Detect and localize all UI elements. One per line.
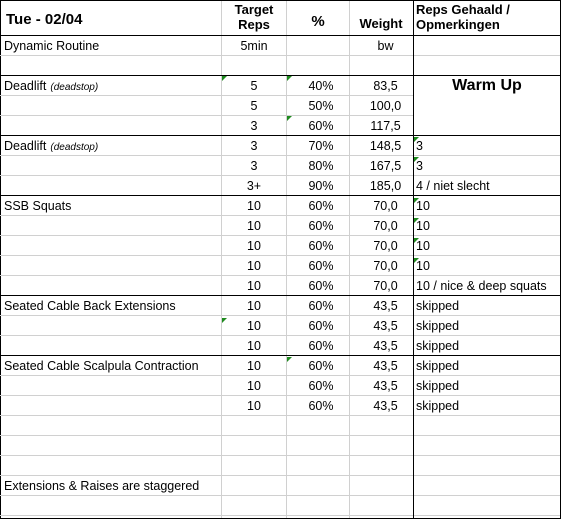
result-cell[interactable]: skipped <box>416 379 460 393</box>
reps-cell[interactable] <box>222 496 286 516</box>
reps-cell[interactable] <box>222 416 286 436</box>
percent-cell[interactable]: 50% <box>308 99 334 113</box>
weight-cell[interactable]: 185,0 <box>369 179 402 193</box>
result-cell[interactable] <box>416 116 560 136</box>
weight-cell[interactable]: 43,5 <box>373 399 398 413</box>
weight-cell[interactable] <box>350 416 413 436</box>
grid-line <box>0 315 413 316</box>
percent-cell[interactable]: 60% <box>308 199 334 213</box>
result-cell[interactable]: 3 <box>416 159 423 173</box>
result-cell[interactable]: 10 <box>416 259 430 273</box>
header-date[interactable]: Tue - 02/04 <box>6 11 83 28</box>
grid-line <box>0 35 561 36</box>
exercise-cell[interactable] <box>4 416 220 436</box>
exercise-cell[interactable] <box>4 76 220 96</box>
grid-line <box>0 435 413 436</box>
grid-line <box>414 395 560 396</box>
reps-cell[interactable]: 5min <box>240 39 268 53</box>
reps-cell[interactable]: 10 <box>247 239 261 253</box>
weight-cell[interactable]: 43,5 <box>373 299 398 313</box>
exercise-cell[interactable] <box>4 116 220 136</box>
reps-cell[interactable]: 10 <box>247 219 261 233</box>
exercise-name: Seated Cable Scalpula Contraction <box>4 359 199 373</box>
reps-cell[interactable] <box>222 456 286 476</box>
reps-cell[interactable]: 3+ <box>246 179 262 193</box>
grid-line <box>349 0 350 519</box>
exercise-cell[interactable] <box>4 276 220 296</box>
exercise-cell[interactable] <box>4 356 220 376</box>
exercise-cell[interactable] <box>4 376 220 396</box>
exercise-cell[interactable] <box>4 396 220 416</box>
percent-cell[interactable]: 60% <box>308 219 334 233</box>
grid-line <box>0 155 413 156</box>
reps-cell[interactable] <box>222 56 286 76</box>
result-cell[interactable]: 10 <box>416 219 430 233</box>
header-target-reps-line2: Reps <box>238 17 270 32</box>
reps-cell[interactable]: 5 <box>250 99 258 113</box>
weight-cell[interactable]: 43,5 <box>373 339 398 353</box>
percent-cell[interactable] <box>287 476 349 496</box>
percent-cell[interactable]: 60% <box>308 339 334 353</box>
reps-cell[interactable]: 10 <box>247 199 261 213</box>
comment-marker-icon <box>287 357 292 362</box>
exercise-cell[interactable] <box>4 156 220 176</box>
percent-cell[interactable] <box>287 456 349 476</box>
exercise-cell[interactable] <box>4 56 220 76</box>
grid-line <box>0 395 413 396</box>
grid-line <box>0 495 413 496</box>
comment-marker-icon <box>222 318 227 323</box>
result-cell[interactable]: 4 / niet slecht <box>416 179 490 193</box>
result-cell[interactable]: 10 / nice & deep squats <box>416 279 547 293</box>
grid-line <box>0 135 561 136</box>
header-notes-line1: Reps Gehaald / <box>416 2 510 17</box>
percent-cell[interactable]: 60% <box>308 299 334 313</box>
grid-line <box>414 215 560 216</box>
grid-line <box>414 255 560 256</box>
grid-line <box>0 0 1 519</box>
exercise-cell[interactable] <box>4 336 220 356</box>
exercise-cell[interactable] <box>4 496 220 516</box>
weight-cell[interactable]: 43,5 <box>373 359 398 373</box>
reps-cell[interactable]: 3 <box>250 119 258 133</box>
exercise-name: Seated Cable Back Extensions <box>4 299 176 313</box>
reps-cell[interactable]: 10 <box>247 299 261 313</box>
comment-marker-icon <box>287 116 292 121</box>
weight-cell[interactable]: 70,0 <box>373 259 398 273</box>
percent-cell[interactable] <box>287 436 349 456</box>
grid-line <box>0 75 561 76</box>
reps-cell[interactable]: 10 <box>247 379 261 393</box>
result-cell[interactable] <box>416 456 560 476</box>
result-cell[interactable] <box>416 416 560 436</box>
result-cell[interactable]: skipped <box>416 339 460 353</box>
reps-cell[interactable]: 10 <box>247 259 261 273</box>
grid-line <box>0 335 413 336</box>
result-cell[interactable]: skipped <box>416 319 460 333</box>
exercise-cell[interactable] <box>4 296 220 316</box>
weight-cell[interactable]: 100,0 <box>369 99 402 113</box>
percent-cell[interactable]: 60% <box>308 119 334 133</box>
grid-line <box>0 55 413 56</box>
exercise-name: Deadlift <box>4 79 47 93</box>
percent-cell[interactable] <box>287 56 349 76</box>
exercise-cell[interactable] <box>4 176 220 196</box>
percent-cell[interactable]: 60% <box>308 279 334 293</box>
grid-line <box>414 55 560 56</box>
grid-line <box>0 475 413 476</box>
weight-cell[interactable] <box>350 496 413 516</box>
percent-cell[interactable]: 70% <box>308 139 334 153</box>
weight-cell[interactable]: 43,5 <box>373 379 398 393</box>
result-cell[interactable] <box>416 56 560 76</box>
grid-line <box>414 415 560 416</box>
grid-line <box>414 435 560 436</box>
exercise-cell[interactable] <box>4 36 220 56</box>
exercise-name: SSB Squats <box>4 199 72 213</box>
grid-line <box>414 495 560 496</box>
weight-cell[interactable]: 83,5 <box>373 79 398 93</box>
weight-cell[interactable]: 117,5 <box>370 119 401 133</box>
weight-cell[interactable]: bw <box>377 39 394 53</box>
grid-line <box>0 0 561 1</box>
percent-cell[interactable]: 60% <box>308 319 334 333</box>
reps-cell[interactable] <box>222 436 286 456</box>
percent-cell[interactable]: 40% <box>308 79 334 93</box>
weight-cell[interactable]: 148,5 <box>369 139 402 153</box>
percent-cell[interactable]: 60% <box>308 379 334 393</box>
result-cell[interactable] <box>416 96 560 116</box>
grid-line <box>0 235 413 236</box>
grid-line <box>0 515 413 516</box>
reps-cell[interactable]: 10 <box>247 359 261 373</box>
grid-line <box>0 295 561 296</box>
weight-cell[interactable] <box>350 56 413 76</box>
grid-line <box>0 455 413 456</box>
grid-line <box>0 215 413 216</box>
grid-line <box>414 155 560 156</box>
header-target-reps[interactable] <box>222 0 286 36</box>
comment-marker-icon <box>414 238 419 243</box>
reps-cell[interactable]: 10 <box>247 399 261 413</box>
grid-line <box>414 515 560 516</box>
exercise-cell[interactable] <box>4 236 220 256</box>
exercise-cell[interactable] <box>4 216 220 236</box>
grid-line <box>0 275 413 276</box>
result-cell[interactable] <box>416 436 560 456</box>
reps-cell[interactable]: 10 <box>247 339 261 353</box>
result-cell[interactable]: 10 <box>416 199 430 213</box>
reps-cell[interactable] <box>222 476 286 496</box>
percent-cell[interactable]: 60% <box>308 359 334 373</box>
grid-line <box>414 315 560 316</box>
exercise-name: Dynamic Routine <box>4 39 100 53</box>
percent-cell[interactable] <box>287 36 349 56</box>
exercise-cell[interactable] <box>4 456 220 476</box>
exercise-cell[interactable] <box>4 196 220 216</box>
exercise-cell[interactable] <box>4 436 220 456</box>
weight-cell[interactable]: 70,0 <box>373 239 398 253</box>
exercise-cell[interactable] <box>4 316 220 336</box>
exercise-cell[interactable] <box>4 136 220 156</box>
header-notes-line2: Opmerkingen <box>416 17 500 32</box>
reps-cell[interactable]: 3 <box>250 159 258 173</box>
grid-line <box>0 355 561 356</box>
exercise-note: (deadstop) <box>50 142 99 153</box>
percent-cell[interactable]: 60% <box>308 259 334 273</box>
comment-marker-icon <box>414 218 419 223</box>
grid-line <box>0 195 561 196</box>
grid-line <box>414 335 560 336</box>
comment-marker-icon <box>414 137 419 142</box>
reps-cell[interactable]: 10 <box>247 279 261 293</box>
result-cell[interactable]: skipped <box>416 399 460 413</box>
percent-cell[interactable] <box>287 416 349 436</box>
percent-cell[interactable]: 90% <box>308 179 334 193</box>
warmup-label[interactable]: Warm Up <box>452 77 522 94</box>
weight-cell[interactable] <box>350 476 413 496</box>
grid-line <box>414 475 560 476</box>
exercise-cell[interactable] <box>4 96 220 116</box>
grid-line <box>414 175 560 176</box>
grid-line <box>0 375 413 376</box>
comment-marker-icon <box>222 76 227 81</box>
header-weight[interactable]: Weight <box>359 16 403 31</box>
percent-cell[interactable]: 60% <box>308 239 334 253</box>
exercise-cell[interactable] <box>4 476 220 496</box>
weight-cell[interactable]: 167,5 <box>369 159 402 173</box>
grid-line <box>414 235 560 236</box>
exercise-note: (deadstop) <box>50 82 99 93</box>
grid-line <box>0 415 413 416</box>
result-cell[interactable] <box>416 496 560 516</box>
grid-line <box>0 115 413 116</box>
reps-cell[interactable]: 3 <box>250 139 258 153</box>
exercise-name: Deadlift <box>4 139 47 153</box>
result-cell[interactable]: skipped <box>416 299 460 313</box>
grid-line <box>414 375 560 376</box>
grid-line <box>414 455 560 456</box>
result-cell[interactable]: 10 <box>416 239 430 253</box>
weight-cell[interactable]: 43,5 <box>373 319 398 333</box>
result-cell[interactable]: 3 <box>416 139 423 153</box>
weight-cell[interactable]: 70,0 <box>373 219 398 233</box>
result-cell[interactable]: skipped <box>416 359 460 373</box>
exercise-name: Extensions & Raises are staggered <box>4 479 200 493</box>
comment-marker-icon <box>414 198 419 203</box>
weight-cell[interactable] <box>350 456 413 476</box>
header-percent[interactable]: % <box>311 13 325 30</box>
reps-cell[interactable]: 5 <box>250 79 258 93</box>
result-cell[interactable] <box>416 36 560 56</box>
percent-cell[interactable]: 80% <box>308 159 334 173</box>
exercise-cell[interactable] <box>4 256 220 276</box>
comment-marker-icon <box>287 76 292 81</box>
grid-line <box>0 255 413 256</box>
result-cell[interactable] <box>416 476 560 496</box>
grid-line <box>0 95 413 96</box>
percent-cell[interactable] <box>287 496 349 516</box>
grid-line <box>0 175 413 176</box>
weight-cell[interactable]: 70,0 <box>373 199 398 213</box>
grid-line <box>414 275 560 276</box>
header-notes[interactable] <box>416 0 561 36</box>
comment-marker-icon <box>414 258 419 263</box>
weight-cell[interactable] <box>350 436 413 456</box>
comment-marker-icon <box>414 157 419 162</box>
percent-cell[interactable]: 60% <box>308 399 334 413</box>
reps-cell[interactable]: 10 <box>247 319 261 333</box>
header-target-reps-line1: Target <box>234 2 274 17</box>
weight-cell[interactable]: 70,0 <box>373 279 398 293</box>
